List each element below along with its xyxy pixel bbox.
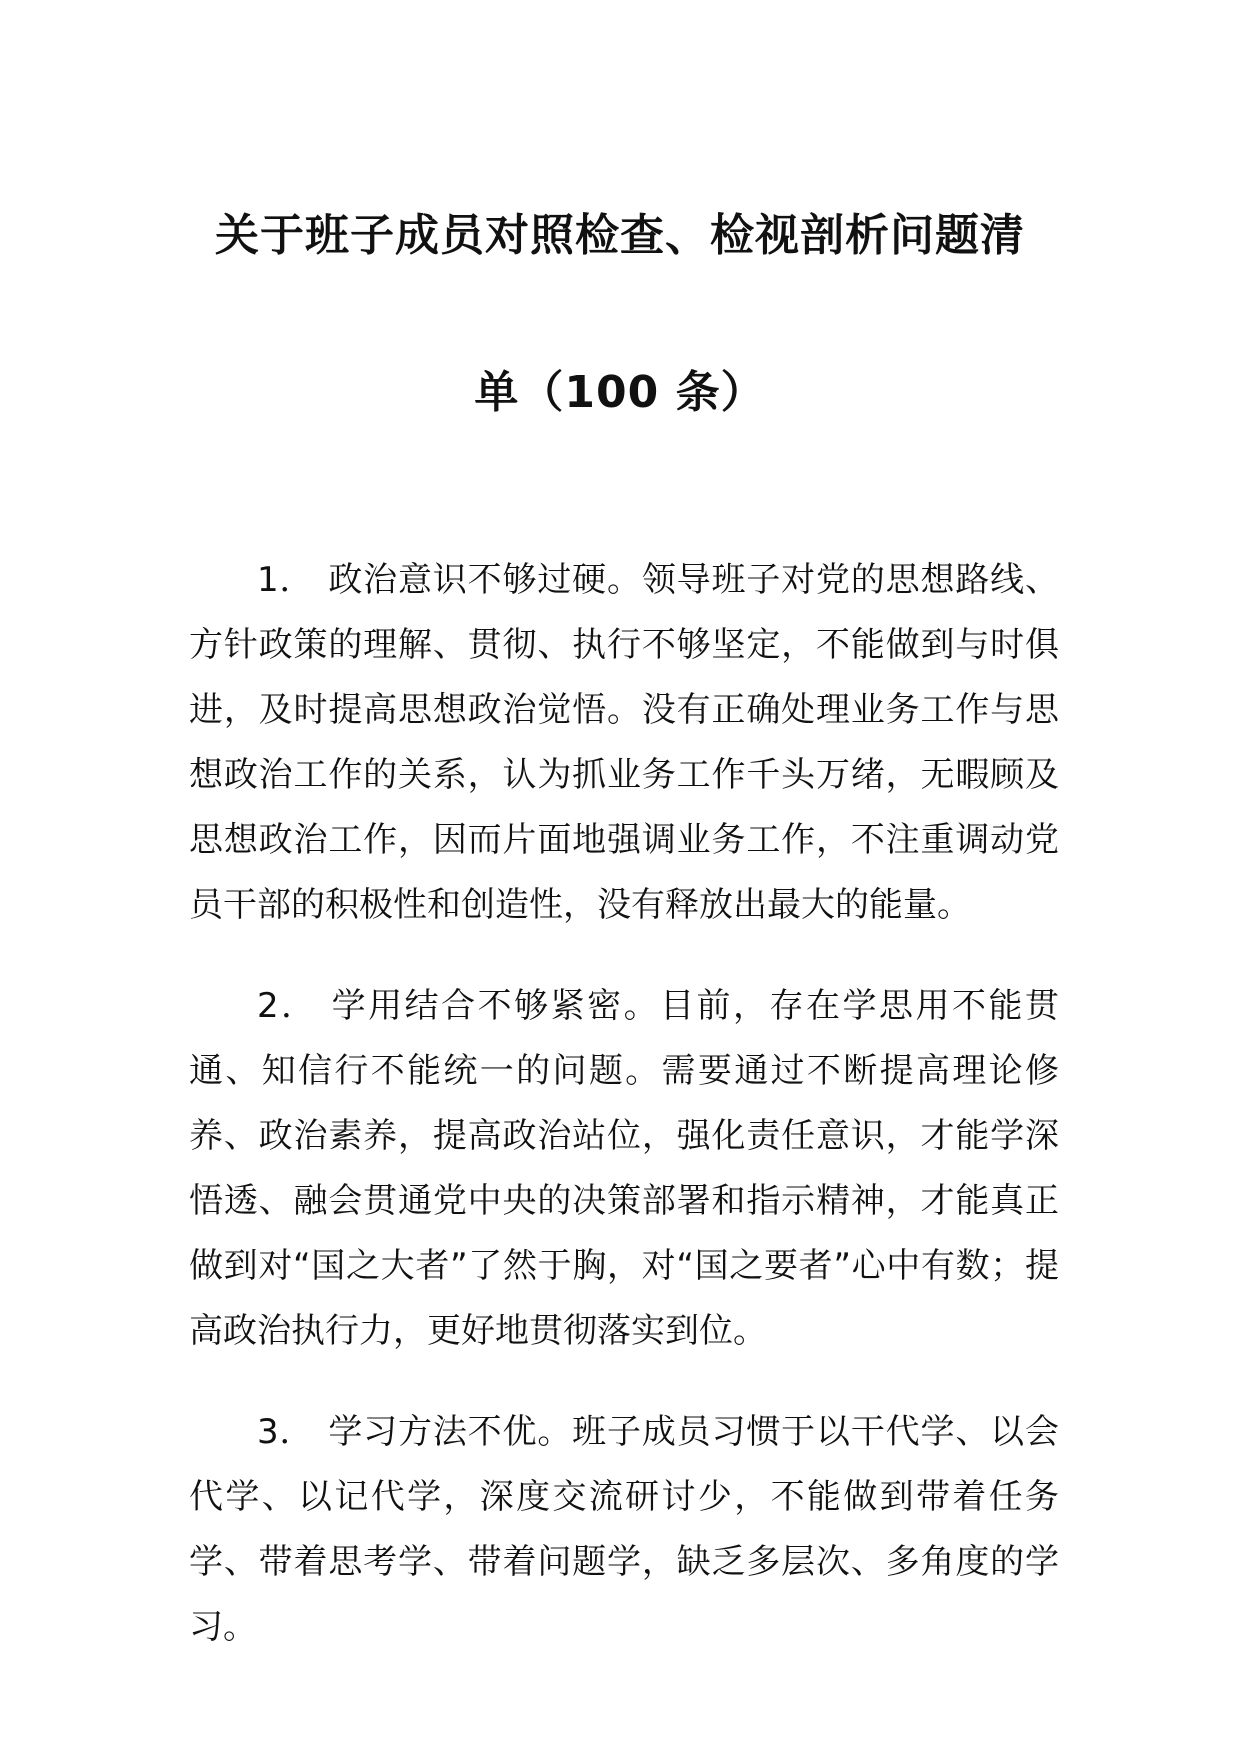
list-item <box>189 1400 1059 1660</box>
item-number: 2． <box>257 986 318 1026</box>
list-item <box>189 974 1059 1364</box>
item-number: 3． <box>257 1412 315 1452</box>
item-text: 政治意识不够过硬。领导班子对党的思想路线、方针政策的理解、贯彻、执行不够坚定，不能做到与时俱进，及时提高思想政治觉悟。没有正确处理业务工作与思想政治工作的关系，认为抓业务工作千头万绪，无暇顾及思想政治工作，因而片面地强调业务工作，不注重调动党员干部的积极性和创造性，没有释放出最大的能量。 <box>189 560 1060 925</box>
list-item <box>189 548 1059 938</box>
item-text: 学用结合不够紧密。目前，存在学思用不能贯通、知信行不能统一的问题。需要通过不断提高理论修养、政治素养，提高政治站位，强化责任意识，才能学深悟透、融会贯通党中央的决策部署和指示精神，才能真正做到对“国之大者”了然于胸，对“国之要者”心中有数；提高政治执行力，更好地贯彻落实到位。 <box>189 986 1059 1351</box>
document-title-line-1: 关于班子成员对照检查、检视剖析问题清 <box>215 210 1025 261</box>
document-body <box>189 548 1059 1696</box>
document-title-line-2: 单（100 条） <box>474 367 766 418</box>
item-number: 1． <box>257 560 315 600</box>
item-text: 学习方法不优。班子成员习惯于以干代学、以会代学、以记代学，深度交流研讨少，不能做到带着任务学、带着思考学、带着问题学，缺乏多层次、多角度的学习。 <box>189 1412 1060 1647</box>
